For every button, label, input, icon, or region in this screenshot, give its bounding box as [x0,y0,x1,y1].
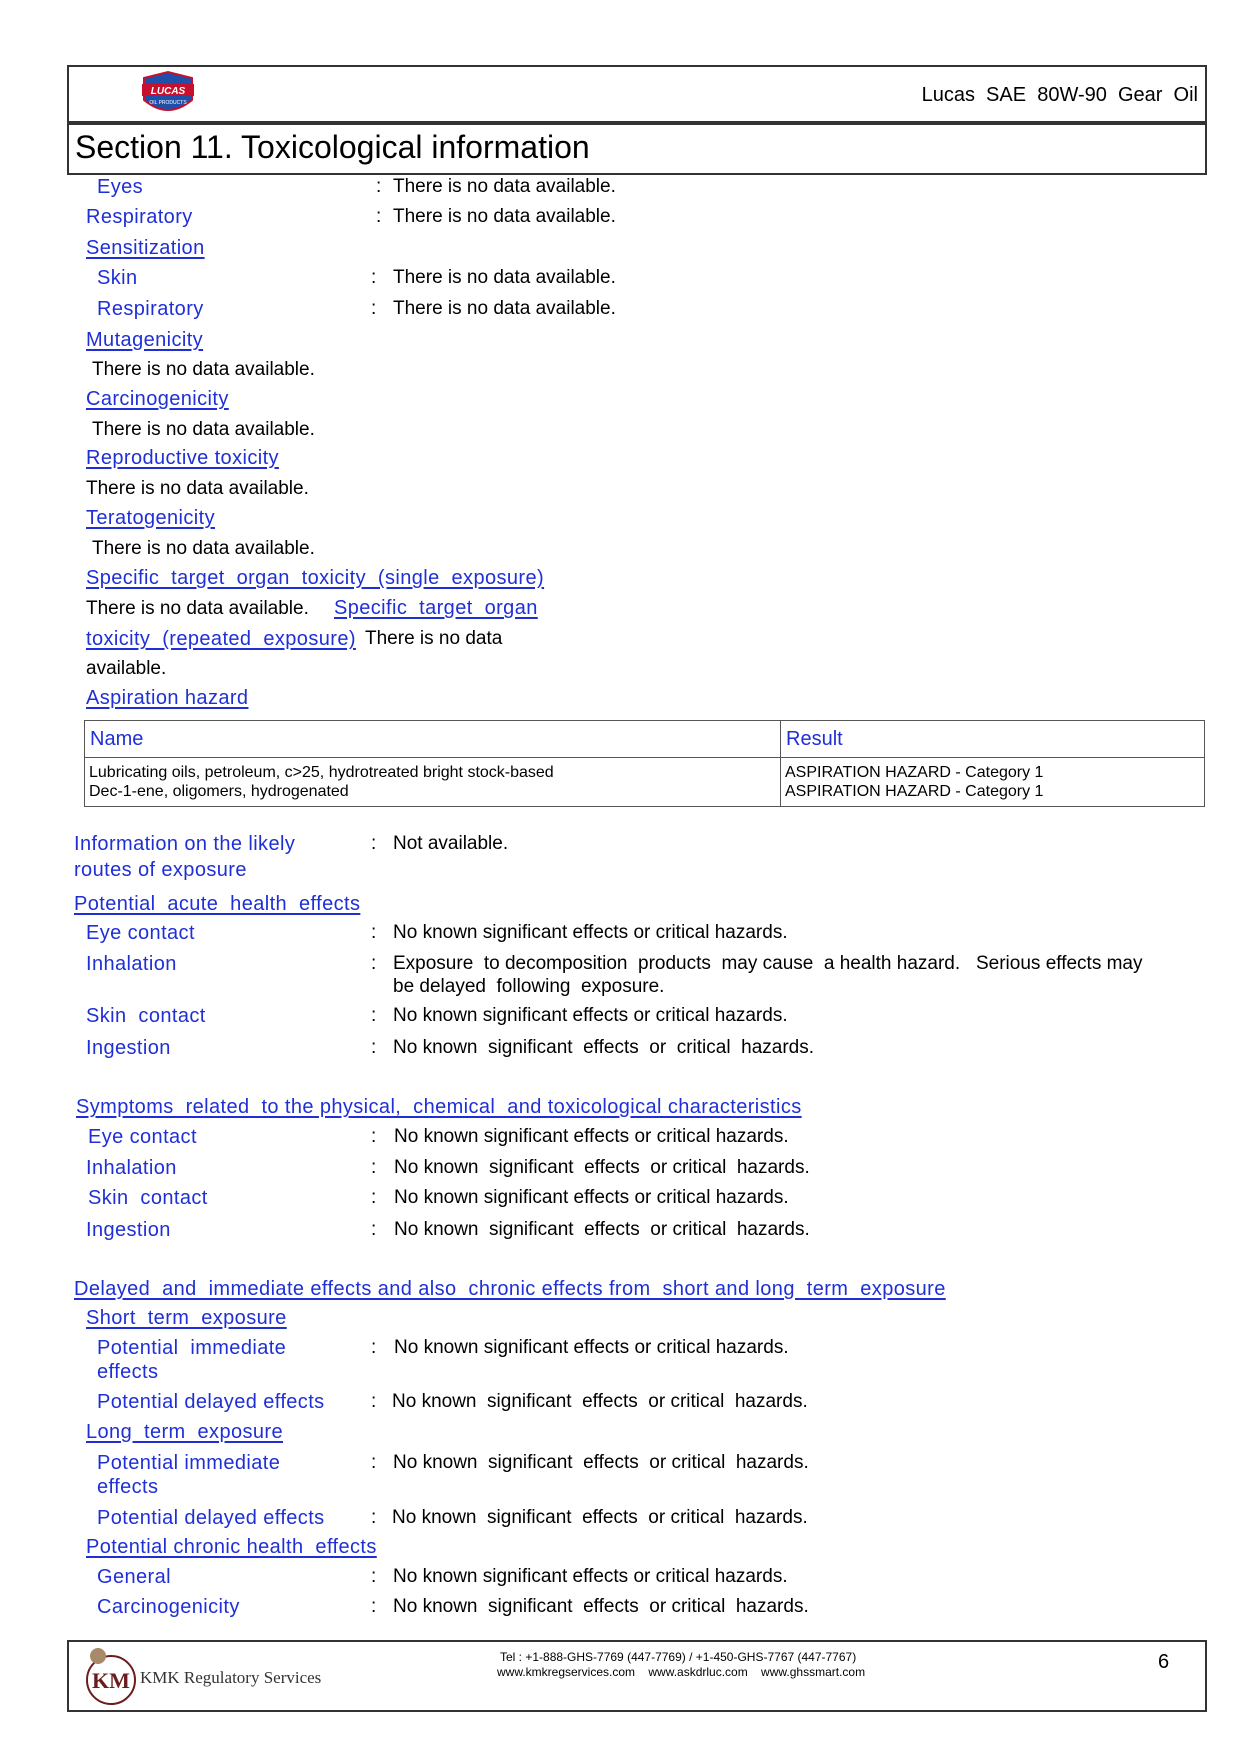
aspiration-name-1: Lubricating oils, petroleum, c>25, hydrotreated bright stock-based [89,764,554,781]
symptoms-inhalation-colon: : [371,1157,377,1178]
acute-eye-colon: : [371,922,377,943]
column-result: Result [781,721,1205,758]
aspiration-result-2: ASPIRATION HAZARD - Category 1 [785,783,1044,800]
symptoms-heading: Symptoms related to the physical, chemical and toxicological characteristics [76,1096,802,1118]
long-immediate-colon: : [371,1452,377,1473]
aspiration-table [84,720,1205,807]
acute-inhalation-value-2: be delayed following exposure. [393,976,665,997]
sensitization-skin-label: Skin [97,267,138,289]
symptoms-skin-value: No known significant effects or critical hazards. [394,1187,789,1208]
lucas-logo [138,70,198,123]
respiratory-label: Respiratory [86,206,193,228]
table-row [85,758,1205,807]
stot-repeated-heading-2: toxicity (repeated exposure) [86,628,356,650]
respiratory-value: There is no data available. [393,206,616,227]
acute-ingestion-value: No known significant effects or critical hazards. [393,1037,814,1058]
acute-eye-value: No known significant effects or critical hazards. [393,922,788,943]
column-name: Name [85,721,781,758]
acute-ingestion-colon: : [371,1037,377,1058]
stot-single-text: There is no data available. [86,598,309,619]
short-immediate-colon: : [371,1337,377,1358]
chronic-carcinogenicity-label: Carcinogenicity [97,1596,240,1618]
svg-text:OIL PRODUCTS: OIL PRODUCTS [149,100,187,106]
page-number: 6 [1158,1651,1170,1673]
stot-repeated-text-1: There is no data [365,628,503,649]
sensitization-respiratory-value: There is no data available. [393,298,616,319]
aspiration-table-header [85,721,1205,758]
acute-skin-colon: : [371,1005,377,1026]
stot-repeated-heading-1: Specific target organ [334,597,538,619]
svg-text:LUCAS: LUCAS [150,86,186,97]
acute-inhalation-value-1: Exposure to decomposition products may cause a health hazard. Serious effects may [393,953,1143,974]
short-delayed-colon: : [371,1391,377,1412]
acute-heading: Potential acute health effects [74,893,361,915]
chronic-general-label: General [97,1566,171,1588]
stot-repeated-text-2: available. [86,658,167,679]
long-delayed-value: No known significant effects or critical hazards. [392,1507,808,1528]
kmk-logo [84,1646,138,1711]
short-delayed-value: No known significant effects or critical hazards. [392,1391,808,1412]
sensitization-respiratory-colon: : [371,298,377,319]
footer-web: www.kmkregservices.com www.askdrluc.com www.ghssmart.com [497,1665,866,1679]
teratogenicity-text: There is no data available. [92,538,315,559]
eyes-label: Eyes [97,176,144,198]
acute-inhalation-label: Inhalation [86,953,177,975]
reproductive-heading: Reproductive toxicity [86,447,279,469]
short-term-heading: Short term exposure [86,1307,287,1329]
routes-value: Not available. [393,833,509,854]
symptoms-ingestion-value: No known significant effects or critical hazards. [394,1219,810,1240]
aspiration-heading: Aspiration hazard [86,687,249,709]
routes-colon: : [371,833,377,854]
reproductive-text: There is no data available. [86,478,309,499]
short-immediate-label-2: effects [97,1361,159,1383]
routes-label-1: Information on the likely [74,833,296,855]
symptoms-inhalation-label: Inhalation [86,1157,177,1179]
short-delayed-label: Potential delayed effects [97,1391,325,1413]
symptoms-inhalation-value: No known significant effects or critical hazards. [394,1157,810,1178]
footer-company: KMK Regulatory Services [140,1668,322,1687]
aspiration-result-1: ASPIRATION HAZARD - Category 1 [785,764,1044,781]
long-immediate-label-2: effects [97,1476,159,1498]
acute-skin-value: No known significant effects or critical hazards. [393,1005,788,1026]
section-title: Section 11. Toxicological information [75,129,590,165]
carcinogenicity-heading: Carcinogenicity [86,388,229,410]
chronic-heading: Potential chronic health effects [86,1536,377,1558]
long-delayed-label: Potential delayed effects [97,1507,325,1529]
kmk-logo-letters: KM [92,1668,130,1693]
teratogenicity-heading: Teratogenicity [86,507,215,529]
long-immediate-label-1: Potential immediate [97,1452,281,1474]
long-immediate-value: No known significant effects or critical hazards. [393,1452,809,1473]
footer-tel: Tel : +1-888-GHS-7769 (447-7769) / +1-450-GHS-7767 (447-7767) [500,1650,857,1664]
acute-ingestion-label: Ingestion [86,1037,171,1059]
acute-skin-label: Skin contact [86,1005,206,1027]
eyes-value: There is no data available. [393,176,616,197]
acute-inhalation-colon: : [371,953,377,974]
symptoms-ingestion-colon: : [371,1219,377,1240]
symptoms-eye-colon: : [371,1126,377,1147]
acute-eye-label: Eye contact [86,922,195,944]
symptoms-skin-label: Skin contact [88,1187,208,1209]
aspiration-names-cell [85,758,781,807]
sensitization-skin-colon: : [371,267,377,288]
routes-label-2: routes of exposure [74,859,247,881]
symptoms-ingestion-label: Ingestion [86,1219,171,1241]
mutagenicity-text: There is no data available. [92,359,315,380]
chronic-general-colon: : [371,1566,377,1587]
chronic-general-value: No known significant effects or critical hazards. [393,1566,788,1587]
symptoms-eye-label: Eye contact [88,1126,197,1148]
short-immediate-label-1: Potential immediate [97,1337,287,1359]
carcinogenicity-text: There is no data available. [92,419,315,440]
chronic-carcinogenicity-value: No known significant effects or critical hazards. [393,1596,809,1617]
eyes-colon: : [376,176,382,197]
aspiration-name-2: Dec-1-ene, oligomers, hydrogenated [89,783,349,800]
sensitization-skin-value: There is no data available. [393,267,616,288]
long-term-heading: Long term exposure [86,1421,283,1443]
respiratory-colon: : [376,206,382,227]
chronic-carcinogenicity-colon: : [371,1596,377,1617]
short-immediate-value: No known significant effects or critical hazards. [394,1337,789,1358]
delayed-heading: Delayed and immediate effects and also chronic effects from short and long term exposure [74,1278,946,1300]
stot-single-heading: Specific target organ toxicity (single exposure) [86,567,545,589]
long-delayed-colon: : [371,1507,377,1528]
product-name: Lucas SAE 80W-90 Gear Oil [921,84,1198,106]
symptoms-eye-value: No known significant effects or critical hazards. [394,1126,789,1147]
symptoms-skin-colon: : [371,1187,377,1208]
sensitization-respiratory-label: Respiratory [97,298,204,320]
sensitization-heading: Sensitization [86,237,205,259]
mutagenicity-heading: Mutagenicity [86,329,204,351]
aspiration-results-cell [781,758,1205,807]
